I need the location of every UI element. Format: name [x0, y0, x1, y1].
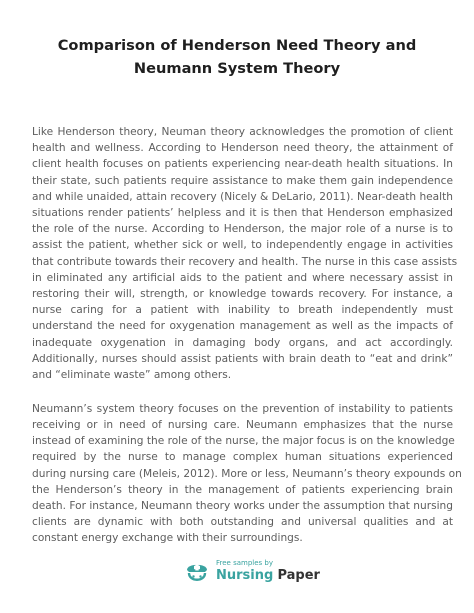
text-line: client health focuses on patients experiencing near-death health situations. In	[32, 158, 453, 171]
text-line: inadequate oxygenation in damaging body organs, and act accordingly.	[32, 336, 453, 349]
brand-name	[216, 568, 320, 583]
text-line: their state, such patients require assistance to make them gain independence	[32, 174, 453, 187]
document-title	[0, 34, 474, 80]
text-line: situations render patients’ helpless and it is then that Henderson emphasized	[32, 207, 453, 220]
text-line: constant energy exchange with their surroundings.	[32, 532, 303, 545]
title-line-2: Neumann System Theory	[133, 60, 341, 77]
paragraph-2	[32, 401, 462, 547]
text-line: the Henderson’s theory in the management of patients experiencing brain	[32, 483, 453, 496]
text-line: during nursing care (Meleis, 2012). More or less, Neumann’s theory expounds on	[32, 467, 462, 480]
text-line: in eliminated any artificial aids to the patient and where necessary assist in	[32, 271, 453, 284]
text-line: assist the patient, whether sick or well, to independently engage in activities	[32, 239, 453, 252]
text-line: restoring their will, strength, or knowledge towards recovery. For instance, a	[32, 288, 453, 301]
text-line: that contribute towards their recovery and health. The nurse in this case assists	[32, 255, 458, 268]
text-line: Additionally, nurses should assist patients with brain death to “eat and drink”	[32, 352, 453, 365]
nurse-cap-icon	[183, 558, 211, 586]
brand-name-part2: Paper	[277, 568, 320, 583]
paragraph-1	[32, 124, 458, 383]
brand-tagline: Free samples by	[216, 559, 273, 567]
text-line: instead of examining the role of the nurse, the major focus is on the knowledge	[32, 435, 455, 448]
brand-logo[interactable]	[172, 557, 320, 589]
text-line: nurse caring for a patient with inability to breath independently must	[32, 304, 453, 317]
text-line: death. For instance, Neumann theory works under the assumption that nursing	[32, 499, 453, 512]
title-line-1: Comparison of Henderson Need Theory and	[57, 37, 417, 54]
brand-name-part1: Nursing	[216, 568, 274, 583]
text-line: clients are dynamic with both outstanding and universal qualities and at	[32, 516, 453, 529]
text-line: the role of the nurse. According to Henderson, the major role of a nurse is to	[32, 223, 453, 236]
document-body	[32, 124, 462, 564]
text-line: understand the need for oxygenation management as well as the impacts of	[32, 320, 453, 333]
text-line: and “eliminate waste” among others.	[32, 369, 232, 382]
text-line: required by the nurse to manage complex human situations experienced	[32, 451, 453, 464]
text-line: Neumann’s system theory focuses on the prevention of instability to patients	[32, 402, 453, 415]
text-line: receiving or in need of nursing care. Neumann emphasizes that the nurse	[32, 418, 453, 431]
text-line: and while unaided, attain recovery (Nicely & DeLario, 2011). Near-death health	[32, 190, 453, 203]
text-line: Like Henderson theory, Neuman theory acknowledges the promotion of client	[32, 126, 453, 138]
text-line: health and wellness. According to Henderson need theory, the attainment of	[32, 142, 453, 155]
